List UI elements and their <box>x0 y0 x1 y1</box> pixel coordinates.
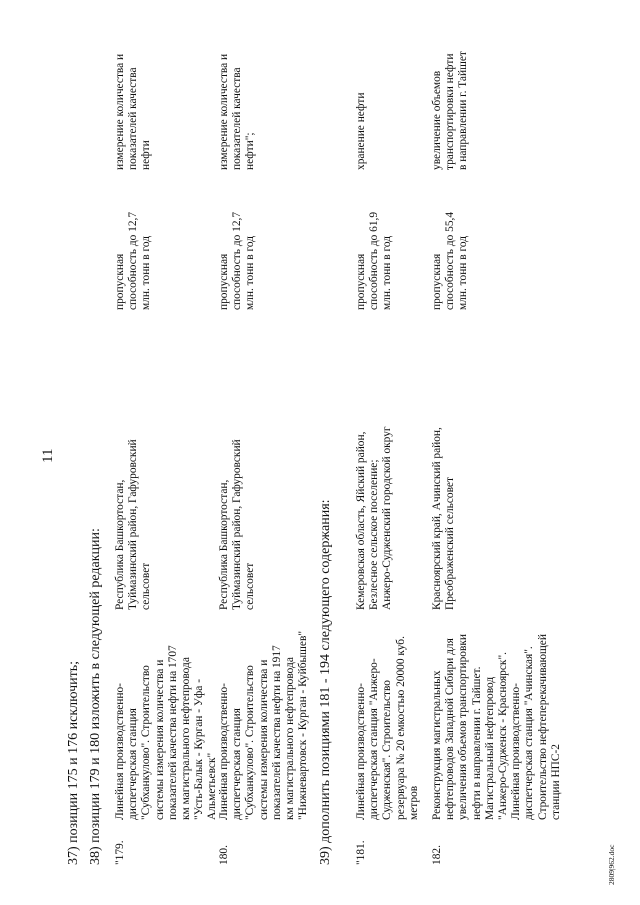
object-location: Кемеровская область, Яйский район, Безлесное сельское поселение; Анжеро-Судженский городской округ <box>355 426 394 610</box>
object-location: Республика Башкортостан, Туймазинский район, Гафуровский сельсовет <box>218 439 257 610</box>
object-purpose: хранение нефти <box>355 92 367 170</box>
footer-filename: 2809|962.doc <box>607 844 616 885</box>
object-capacity: пропускная способность до 12,7 млн. тонн в год <box>114 211 153 310</box>
row-number: "181. <box>355 840 367 865</box>
row-number: 182. <box>431 845 443 865</box>
instruction-39: 39) дополнить позициями 181 - 194 следующего содержания: <box>318 499 333 865</box>
object-capacity: пропускная способность до 12,7 млн. тонн в год <box>218 211 257 310</box>
object-name: Реконструкция магистральных нефтепроводов Западной Сибири для увеличения объемов транспортировки нефти в направлении г. Тайшет. Магистральный нефтепровод "Анжеро-Судженск - Красноярск". Линейная производственно-диспетчерская станция "Ачинская". Строительство нефтеперекачивающей станции НПС-2 <box>431 633 562 820</box>
row-number: 180. <box>218 845 230 865</box>
object-location: Красноярский край, Ачинский район, Преображенский сельсовет <box>431 427 457 610</box>
object-location: Республика Башкортостан, Туймазинский район, Гафуровский сельсовет <box>114 439 153 610</box>
object-capacity: пропускная способность до 61,9 млн. тонн в год <box>355 211 394 310</box>
object-name: Линейная производственно-диспетчерская станция "Субханкулово". Строительство системы измерения количества и показателей качества нефти на 1707 км магистрального нефтепровода "Усть-Балык - Курган - Уфа - Альметьевск" <box>114 645 219 820</box>
object-purpose: увеличение объемов транспортировки нефти в направлении г. Тайшет <box>431 51 470 170</box>
object-name: Линейная производственно-диспетчерская станция "Субханкулово". Строительство системы измерения количества и показателей качества нефти на 1917 км магистрального нефтепровода "Нижневартовск - Курган - Куйбышев" <box>218 630 310 820</box>
instruction-38: 38) позиции 179 и 180 изложить в следующей редакции: <box>88 528 103 865</box>
object-capacity: пропускная способность до 55,4 млн. тонн в год <box>431 211 470 310</box>
object-purpose: измерение количества и показателей качества нефти <box>114 53 153 170</box>
object-name: Линейная производственно-диспетчерская станция "Анжеро-Судженская". Строительство резервуара № 20 емкостью 20000 куб. метров <box>355 636 420 820</box>
page-number: 11 <box>40 448 56 463</box>
object-purpose: измерение количества и показателей качества нефти"; <box>218 53 257 170</box>
instruction-37: 37) позиции 175 и 176 исключить; <box>66 661 81 865</box>
row-number: "179. <box>114 840 126 865</box>
